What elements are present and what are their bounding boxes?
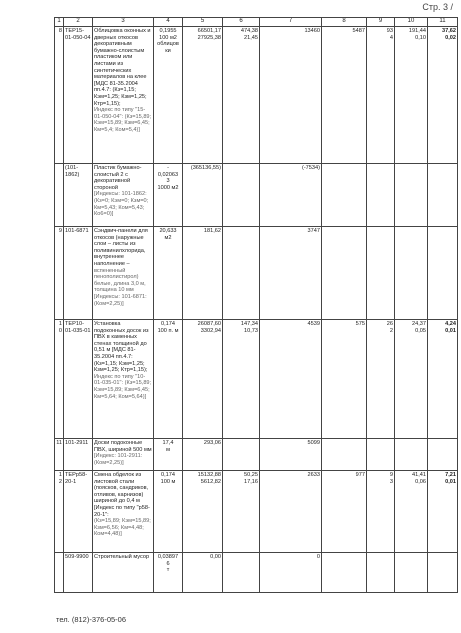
unit-price (183, 471, 223, 553)
cell-line: 17,16 (244, 478, 258, 485)
description-index: вспененный пенополистирол) белые, длина 3,0 м, толщина 10 мм [Индексы: 101-6871: (Ком=2,25)] (94, 267, 147, 307)
quantity-unit (154, 227, 183, 320)
value-c10 (395, 164, 428, 227)
table-row (55, 27, 458, 164)
cell-line: 5487 (352, 28, 365, 34)
cell-line: 0,174 (161, 472, 175, 478)
quantity-unit (154, 471, 183, 553)
table-row (55, 164, 458, 227)
cell-line: 0,05 (415, 327, 426, 334)
cell-line: 27925,38 (197, 34, 221, 41)
value-c8 (322, 471, 367, 553)
table-row (55, 320, 458, 439)
col-header: 7 (260, 18, 322, 27)
table-row (55, 553, 458, 593)
cell-line: 4,24 (445, 321, 456, 327)
rate-code: 101-6871 (64, 227, 93, 320)
value-c6 (223, 439, 260, 471)
cell-line: 93 (386, 28, 393, 34)
value-c10 (395, 471, 428, 553)
description-text: Строительный мусор (94, 554, 150, 560)
description-index: Индекс по типу "10-01-035-01": (Кз=15,89; Кэм=15,89; Кзм=6,45; Км=5,64; Ком=5,64)] (94, 373, 152, 400)
rate-code: ТЕРр58-20-1 (64, 471, 93, 553)
cell-line: - (167, 165, 169, 171)
value-c9 (367, 320, 395, 439)
cell-line: 2633 (307, 472, 320, 478)
value-c7 (260, 164, 322, 227)
cell-line: 4539 (307, 321, 320, 327)
cell-line: 0,01 (445, 478, 456, 485)
cell-line: 0 (316, 554, 320, 560)
table-row (55, 227, 458, 320)
estimate-table (54, 17, 458, 593)
cell-line: 0,02063 (157, 171, 179, 178)
unit-price (183, 164, 223, 227)
cell-line: 3747 (307, 228, 320, 234)
description-index: [Индекс: 101-2911: (Ком=2,25)] (94, 453, 143, 466)
quantity-unit (154, 553, 183, 593)
cell-line: 41,41 (412, 472, 426, 478)
row-number: 9 (55, 227, 64, 320)
cell-line: 100 м (160, 478, 176, 485)
value-c6 (223, 320, 260, 439)
value-c6 (223, 164, 260, 227)
value-c10 (395, 553, 428, 593)
col-header: 3 (93, 18, 154, 27)
cell-line: 3 (389, 478, 393, 485)
cell-line: 0,06 (415, 478, 426, 485)
cell-line: 50,25 (244, 472, 258, 478)
unit-price (183, 439, 223, 471)
cell-line: 26087,60 (197, 321, 221, 327)
value-c8 (322, 227, 367, 320)
value-c9 (367, 27, 395, 164)
page-number: Стр. 3 / (422, 2, 453, 12)
value-c9 (367, 553, 395, 593)
cell-line: 191,44 (408, 28, 426, 34)
cell-line: 7,21 (445, 472, 456, 478)
value-c8 (322, 553, 367, 593)
cell-line: облицов (157, 41, 179, 48)
col-header: 8 (322, 18, 367, 27)
col-header: 9 (367, 18, 395, 27)
cell-line: 3 (166, 178, 170, 185)
cell-line: 181,62 (203, 228, 221, 234)
value-c6 (223, 227, 260, 320)
col-header: 5 (183, 18, 223, 27)
cell-line: 0,00 (210, 554, 221, 560)
description-text: Сэндвич-панели для откосов (наружные слои – листы из поливинилхлорида, внутреннее наполнение – (94, 228, 148, 267)
cell-line: 0,02 (445, 34, 456, 41)
column-number-row (55, 18, 458, 27)
value-c10 (395, 227, 428, 320)
value-c9 (367, 227, 395, 320)
work-description (93, 164, 154, 227)
cell-line: 0,10 (415, 34, 426, 41)
value-c7 (260, 320, 322, 439)
cell-line: 15132,88 (197, 472, 221, 478)
row-number: 12 (55, 471, 64, 553)
cell-line: 100 п. м (157, 327, 179, 334)
value-c11 (428, 439, 458, 471)
value-c8 (322, 164, 367, 227)
row-number (55, 164, 64, 227)
description-text: Смена обделок из листовой стали (поясков, сандриков, отливов, карнизов) шириной до 0,4 м [Индекс по типу "р58-20-1": (94, 472, 150, 518)
col-header: 6 (223, 18, 260, 27)
value-c6 (223, 27, 260, 164)
value-c7 (260, 227, 322, 320)
cell-line: 575 (355, 321, 365, 327)
value-c9 (367, 439, 395, 471)
value-c7 (260, 439, 322, 471)
cell-line: (-7534) (301, 165, 320, 171)
cell-line: т (166, 567, 170, 574)
cell-line: 21,45 (244, 34, 258, 41)
cell-line: 26 (386, 321, 393, 327)
unit-price (183, 553, 223, 593)
cell-line: 6 (166, 560, 170, 567)
row-number: 11 (55, 439, 64, 471)
quantity-unit (154, 320, 183, 439)
cell-line: 100 м2 (159, 34, 177, 41)
value-c11 (428, 227, 458, 320)
table-row (55, 471, 458, 553)
cell-line: м2 (164, 234, 172, 241)
work-description (93, 320, 154, 439)
value-c10 (395, 320, 428, 439)
value-c11 (428, 471, 458, 553)
rate-code: ТЕР15-01-050-04 (64, 27, 93, 164)
rate-code: 509-9900 (64, 553, 93, 593)
cell-line: 24,37 (412, 321, 426, 327)
work-description (93, 227, 154, 320)
value-c9 (367, 164, 395, 227)
value-c11 (428, 553, 458, 593)
description-text: Установка подоконных досок из ПВХ в каменных стенах толщиной до 0,51 м [МДС 81-35.2004 пп.4.7: (Кз=1,15; Кэм=1,25; Кзм=1,25; Ктр=1,15); (94, 321, 149, 374)
unit-price (183, 320, 223, 439)
cell-line: 4 (389, 34, 393, 41)
cell-line: 0,1955 (159, 28, 177, 34)
cell-line: 20,633 (159, 228, 177, 234)
cell-line: 977 (355, 472, 365, 478)
value-c6 (223, 471, 260, 553)
cell-line: 9 (389, 472, 393, 478)
description-index: [Индексы: 101-1862: (Кз=0; Кэм=0; Кзм=0; Км=5,43; Ком=5,43; Ко6=0)] (94, 191, 149, 218)
work-description (93, 471, 154, 553)
description-text: Облицовка оконных и дверных откосов декоративным бумажно-слоистым пластиком или листами из синтетических материалов на клее [МДС 81-35.2004 пп.4.7: (Кз=1,15; Кэм=1,25; Кзм=1,25; Ктр=1,15); (94, 28, 151, 107)
value-c7 (260, 553, 322, 593)
cell-line: 10,73 (244, 327, 258, 334)
work-description (93, 553, 154, 593)
value-c7 (260, 27, 322, 164)
value-c11 (428, 164, 458, 227)
value-c6 (223, 553, 260, 593)
cell-line: 5612,82 (200, 478, 221, 485)
cell-line: 5099 (307, 440, 320, 446)
cell-line: 1000 м2 (157, 184, 179, 191)
unit-price (183, 227, 223, 320)
col-header: 4 (154, 18, 183, 27)
quantity-unit (154, 439, 183, 471)
cell-line: 17,4 (162, 440, 174, 446)
value-c7 (260, 471, 322, 553)
value-c11 (428, 27, 458, 164)
cell-line: 293,06 (203, 440, 221, 446)
value-c10 (395, 439, 428, 471)
footer-phone: тел. (812)-376-05-06 (56, 615, 127, 624)
row-number (55, 553, 64, 593)
rate-code: ТЕР10-01-035-01 (64, 320, 93, 439)
description-index: Индекс по типу "15-01-050-04": (Кз=15,89; Кэм=15,89; Кзм=6,45; Км=5,4; Ком=5,4)] (94, 107, 152, 133)
cell-line: 13460 (304, 28, 320, 34)
cell-line: 2 (389, 327, 393, 334)
value-c9 (367, 471, 395, 553)
col-header: 2 (64, 18, 93, 27)
value-c10 (395, 27, 428, 164)
cell-line: 66501,17 (197, 28, 221, 34)
col-header: 11 (428, 18, 458, 27)
description-text: Пластик бумажно-слоистый 2 с декоративной стороной (94, 165, 142, 191)
rate-code: 101-2911 (64, 439, 93, 471)
description-index: (Кз=15,89; Кэм=15,89; Кзм=6,56; Км=4,48; Ком=4,48)] (94, 518, 151, 538)
cell-line: 0,01 (445, 327, 456, 334)
value-c8 (322, 27, 367, 164)
value-c8 (322, 320, 367, 439)
cell-line: ки (165, 47, 171, 54)
cell-line: м (166, 446, 170, 453)
cell-line: 474,38 (240, 28, 258, 34)
cell-line: (365136,55) (190, 165, 221, 171)
cell-line: 0,03897 (157, 554, 179, 560)
col-header: 1 (55, 18, 64, 27)
value-c8 (322, 439, 367, 471)
unit-price (183, 27, 223, 164)
description-text: Доски подоконные ПВХ, шириной 500 мм (94, 440, 152, 453)
value-c11 (428, 320, 458, 439)
work-description (93, 27, 154, 164)
quantity-unit (154, 27, 183, 164)
cell-line: 3302,94 (200, 327, 221, 334)
cell-line: 0,174 (161, 321, 175, 327)
row-number: 8 (55, 27, 64, 164)
cell-line: 37,62 (442, 28, 456, 34)
quantity-unit (154, 164, 183, 227)
row-number: 10 (55, 320, 64, 439)
rate-code: (101-1862) (64, 164, 93, 227)
table-row (55, 439, 458, 471)
work-description (93, 439, 154, 471)
col-header: 10 (395, 18, 428, 27)
cell-line: 147,34 (240, 321, 258, 327)
